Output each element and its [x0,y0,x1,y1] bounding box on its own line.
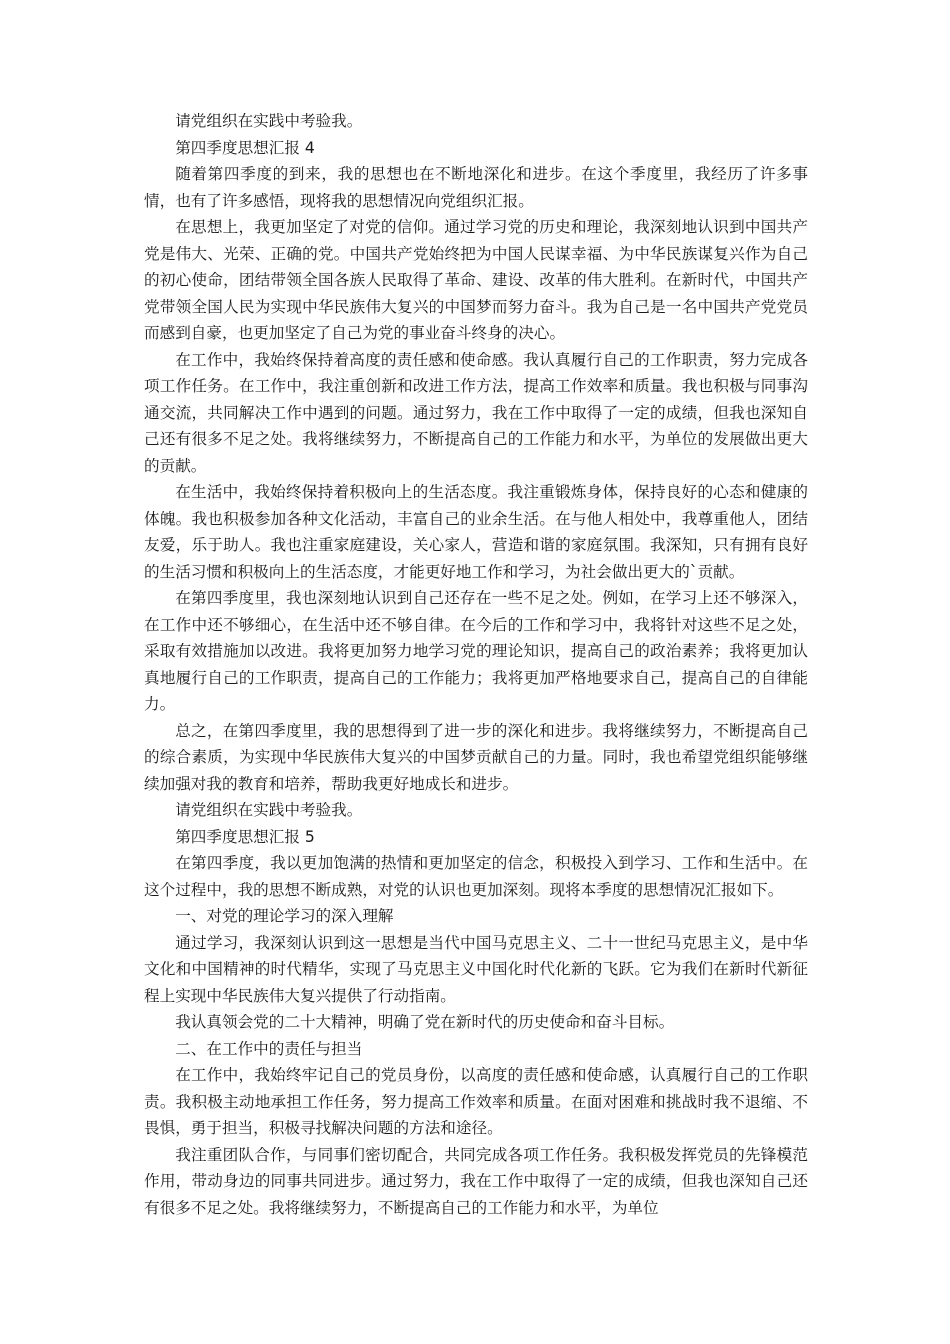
subsection-heading: 二、在工作中的责任与担当 [175,1039,363,1058]
paragraph: 请党组织在实践中考验我。 [175,801,363,819]
paragraph: 在第四季度，我以更加饱满的热情和更加坚定的信念，积极投入到学习、工作和生活中。在这个过程中，我的思想不断成熟，对党的认识也更加深刻。现将本季度的思想情况汇报如下。 [144,854,808,899]
subsection-heading: 一、对党的理论学习的深入理解 [175,907,394,925]
paragraph: 我注重团队合作，与同事们密切配合，共同完成各项工作任务。我积极发挥党员的先锋模范作用，带动身边的同事共同进步。通过努力，我在工作中取得了一定的成绩，但我也深知自己还有很多不足之处。我将继续努力，不断提高自己的工作能力和水平，为单位 [144,1145,808,1217]
paragraph: 在生活中，我始终保持着积极向上的生活态度。我注重锻炼身体，保持良好的心态和健康的体魄。我也积极参加各种文化活动，丰富自己的业余生活。在与他人相处中，我尊重他人，团结友爱，乐于助人。我也注重家庭建设，关心家人，营造和谐的家庭氛围。我深知，只有拥有良好的生活习惯和积极向上的生活态度，才能更好地工作和学习，为社会做出更大的`贡献。 [144,483,808,581]
paragraph: 总之，在第四季度里，我的思想得到了进一步的深化和进步。我将继续努力，不断提高自己的综合素质，为实现中华民族伟大复兴的中国梦贡献自己的力量。同时，我也希望党组织能够继续加强对我的教育和培养，帮助我更好地成长和进步。 [144,721,808,793]
paragraph: 请党组织在实践中考验我。 [175,112,363,130]
paragraph: 通过学习，我深刻认识到这一思想是当代中国马克思主义、二十一世纪马克思主义，是中华文化和中国精神的时代精华，实现了马克思主义中国化时代化新的飞跃。它为我们在新时代新征程上实现中华民族伟大复兴提供了行动指南。 [144,933,808,1005]
paragraph: 在工作中，我始终牢记自己的党员身份，以高度的责任感和使命感，认真履行自己的工作职责。我积极主动地承担工作任务，努力提高工作效率和质量。在面对困难和挑战时我不退缩、不畏惧，勇于担当，积极寻找解决问题的方法和途径。 [144,1066,808,1137]
paragraph: 在第四季度里，我也深刻地认识到自己还存在一些不足之处。例如，在学习上还不够深入，在工作中还不够细心，在生活中还不够自律。在今后的工作和学习中，我将针对这些不足之处，采取有效措施加以改进。我将更加努力地学习党的理论知识，提高自己的政治素养；我将更加认真地履行自己的工作职责，提高自己的工作能力；我将更加严格地要求自己，提高自己的自律能力。 [144,589,808,713]
paragraph: 我认真领会党的二十大精神，明确了党在新时代的历史使命和奋斗目标。 [175,1013,675,1031]
document-page [144,108,808,1221]
paragraph: 在思想上，我更加坚定了对党的信仰。通过学习党的历史和理论，我深刻地认识到中国共产党是伟大、光荣、正确的党。中国共产党始终把为中国人民谋幸福、为中华民族谋复兴作为自己的初心使命，团结带领全国各族人民取得了革命、建设、改革的伟大胜利。在新时代，中国共产党带领全国人民为实现中华民族伟大复兴的中国梦而努力奋斗。我为自己是一名中国共产党党员而感到自豪，也更加坚定了自己为党的事业奋斗终身的决心。 [144,218,808,342]
paragraph: 在工作中，我始终保持着高度的责任感和使命感。我认真履行自己的工作职责，努力完成各项工作任务。在工作中，我注重创新和改进工作方法，提高工作效率和质量。我也积极与同事沟通交流，共同解决工作中遇到的问题。通过努力，我在工作中取得了一定的成绩，但我也深知自己还有很多不足之处。我将继续努力，不断提高自己的工作能力和水平，为单位的发展做出更大的贡献。 [144,350,808,475]
section-heading: 第四季度思想汇报 4 [175,138,315,157]
section-heading: 第四季度思想汇报 5 [175,827,315,846]
paragraph: 随着第四季度的到来，我的思想也在不断地深化和进步。在这个季度里，我经历了许多事情，也有了许多感悟，现将我的思想情况向党组织汇报。 [144,165,808,210]
